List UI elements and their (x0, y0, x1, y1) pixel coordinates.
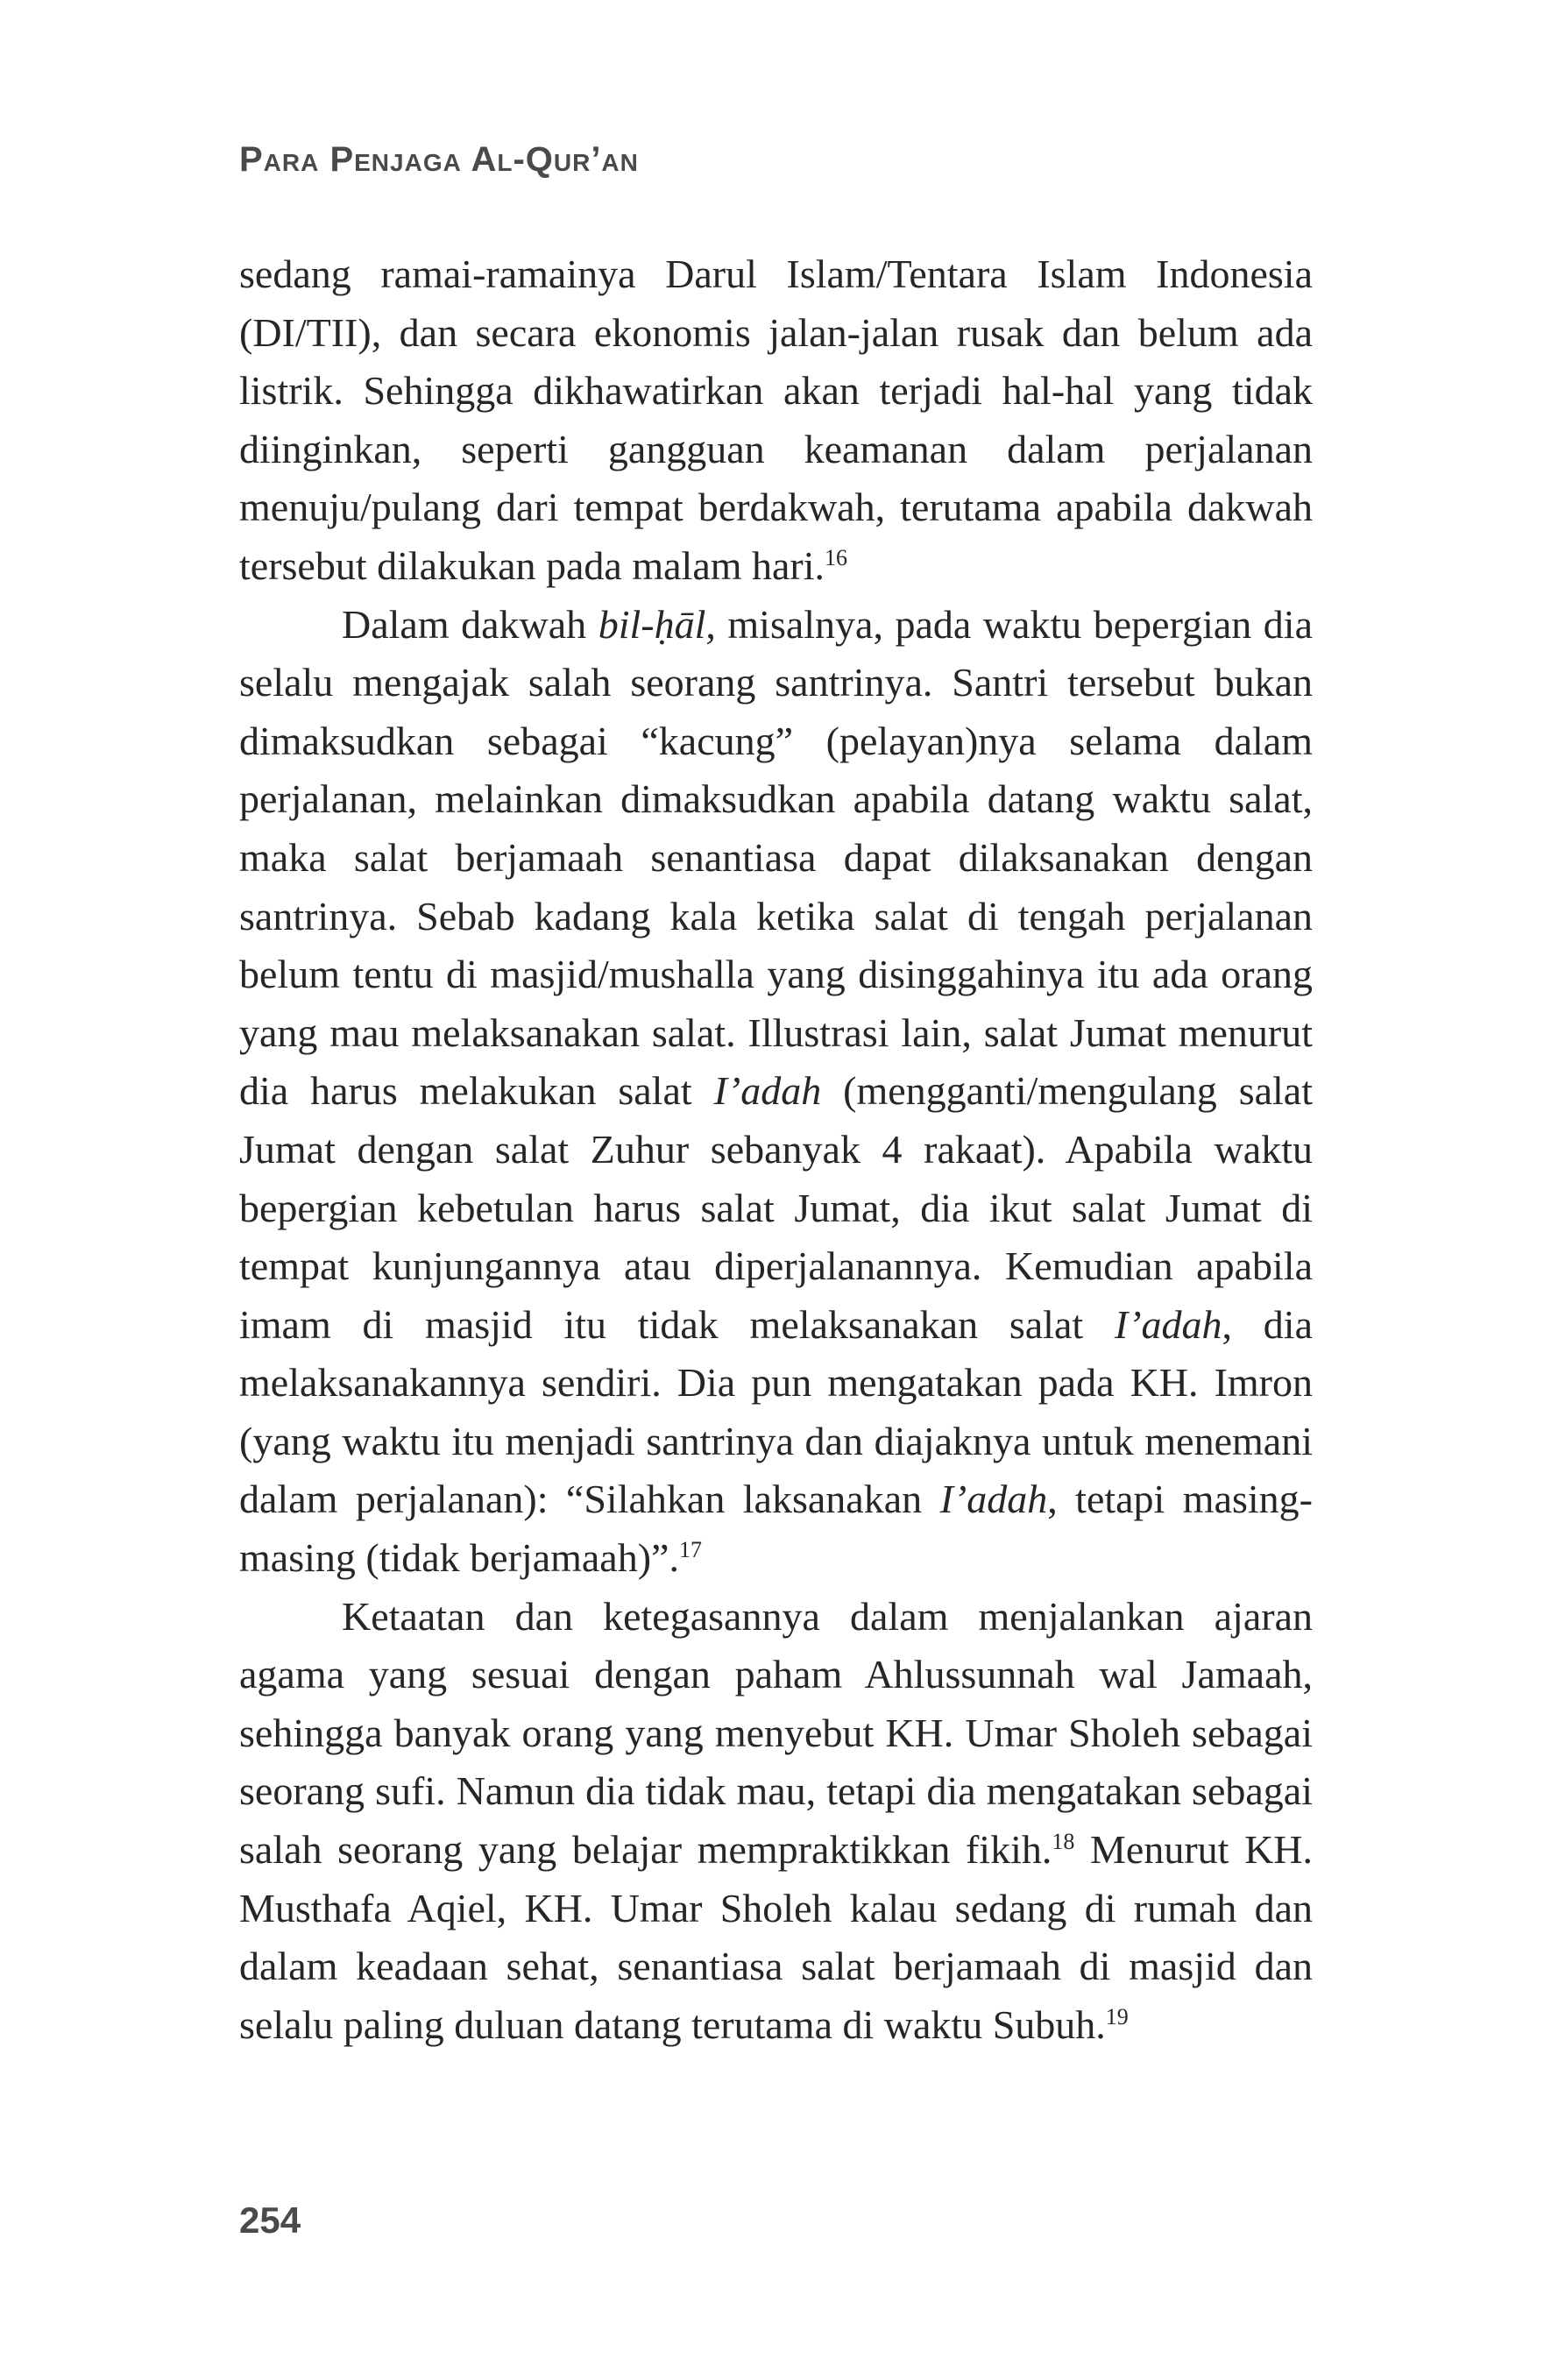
paragraph-1 (239, 245, 1313, 596)
footnote-marker: 19 (1105, 2003, 1129, 2029)
body-text (239, 245, 1313, 2054)
italic-term: I’adah (939, 1477, 1048, 1522)
text-segment: Dalam dakwah (342, 601, 598, 647)
text-segment: Ketaatan dan ketegasannya dalam menjalankan ajaran agama yang sesuai dengan paham Ahlussunnah wal Jamaah, sehingga banyak orang yang menyebut KH. Umar Sholeh sebagai seorang sufi. Namun dia tidak mau, tetapi dia mengatakan sebagai salah seorang yang belajar mempraktikkan fikih. (239, 1593, 1313, 1873)
footnote-marker: 16 (825, 544, 848, 570)
italic-term: bil-ḥāl (598, 601, 706, 647)
text-segment: Menurut KH. Musthafa Aqiel, KH. Umar Sholeh kalau sedang di rumah dan dalam keadaan sehat, senantiasa salat berjamaah di masjid dan selalu paling duluan datang terutama di waktu Subuh. (239, 1827, 1314, 2047)
text-segment: , misalnya, pada waktu bepergian dia selalu mengajak salah seorang santrinya. Santri tersebut bukan dimaksudkan sebagai “kacung” (pelayan)nya selama dalam perjalanan, melainkan dimaksudkan apabila datang waktu salat, maka salat berjamaah senantiasa dapat dilaksanakan dengan santrinya. Sebab kadang kala ketika salat di tengah perjalanan belum tentu di masjid/mushalla yang disinggahinya itu ada orang yang mau melaksanakan salat. Illustrasi lain, salat Jumat menurut dia harus melakukan salat (239, 601, 1313, 1114)
text-segment: sedang ramai-ramainya Darul Islam/Tentara Islam Indonesia (DI/TII), dan secara ekonomis jalan-jalan rusak dan belum ada listrik. Sehingga dikhawatirkan akan terjadi hal-hal yang tidak diinginkan, seperti gangguan keamanan dalam perjalanan menuju/pulang dari tempat berdakwah, terutama apabila dakwah tersebut dilakukan pada malam hari. (239, 251, 1313, 588)
paragraph-2 (239, 596, 1313, 1588)
page-number: 254 (239, 2199, 301, 2241)
footnote-marker: 18 (1052, 1829, 1075, 1855)
italic-term: I’adah (713, 1068, 822, 1114)
running-header: Para Penjaga Al-Qur’an (239, 140, 639, 179)
text-segment: (mengganti/mengulang salat Jumat dengan salat Zuhur sebanyak 4 rakaat). Apabila waktu bepergian kebetulan harus salat Jumat, dia ikut salat Jumat di tempat kunjungannya atau diperjalanannya. Kemudian apabila imam di masjid itu tidak melaksanakan salat (239, 1068, 1313, 1347)
italic-term: I’adah (1114, 1301, 1222, 1347)
paragraph-3 (239, 1588, 1313, 2055)
footnote-marker: 17 (678, 1537, 702, 1563)
text-segment: , tetapi masing-masing (tidak berjamaah)”. (239, 1477, 1313, 1581)
text-segment: , dia melaksanakannya sendiri. Dia pun mengatakan pada KH. Imron (yang waktu itu menjadi santrinya dan diajaknya untuk menemani dalam perjalanan): “Silahkan laksanakan (239, 1301, 1314, 1522)
